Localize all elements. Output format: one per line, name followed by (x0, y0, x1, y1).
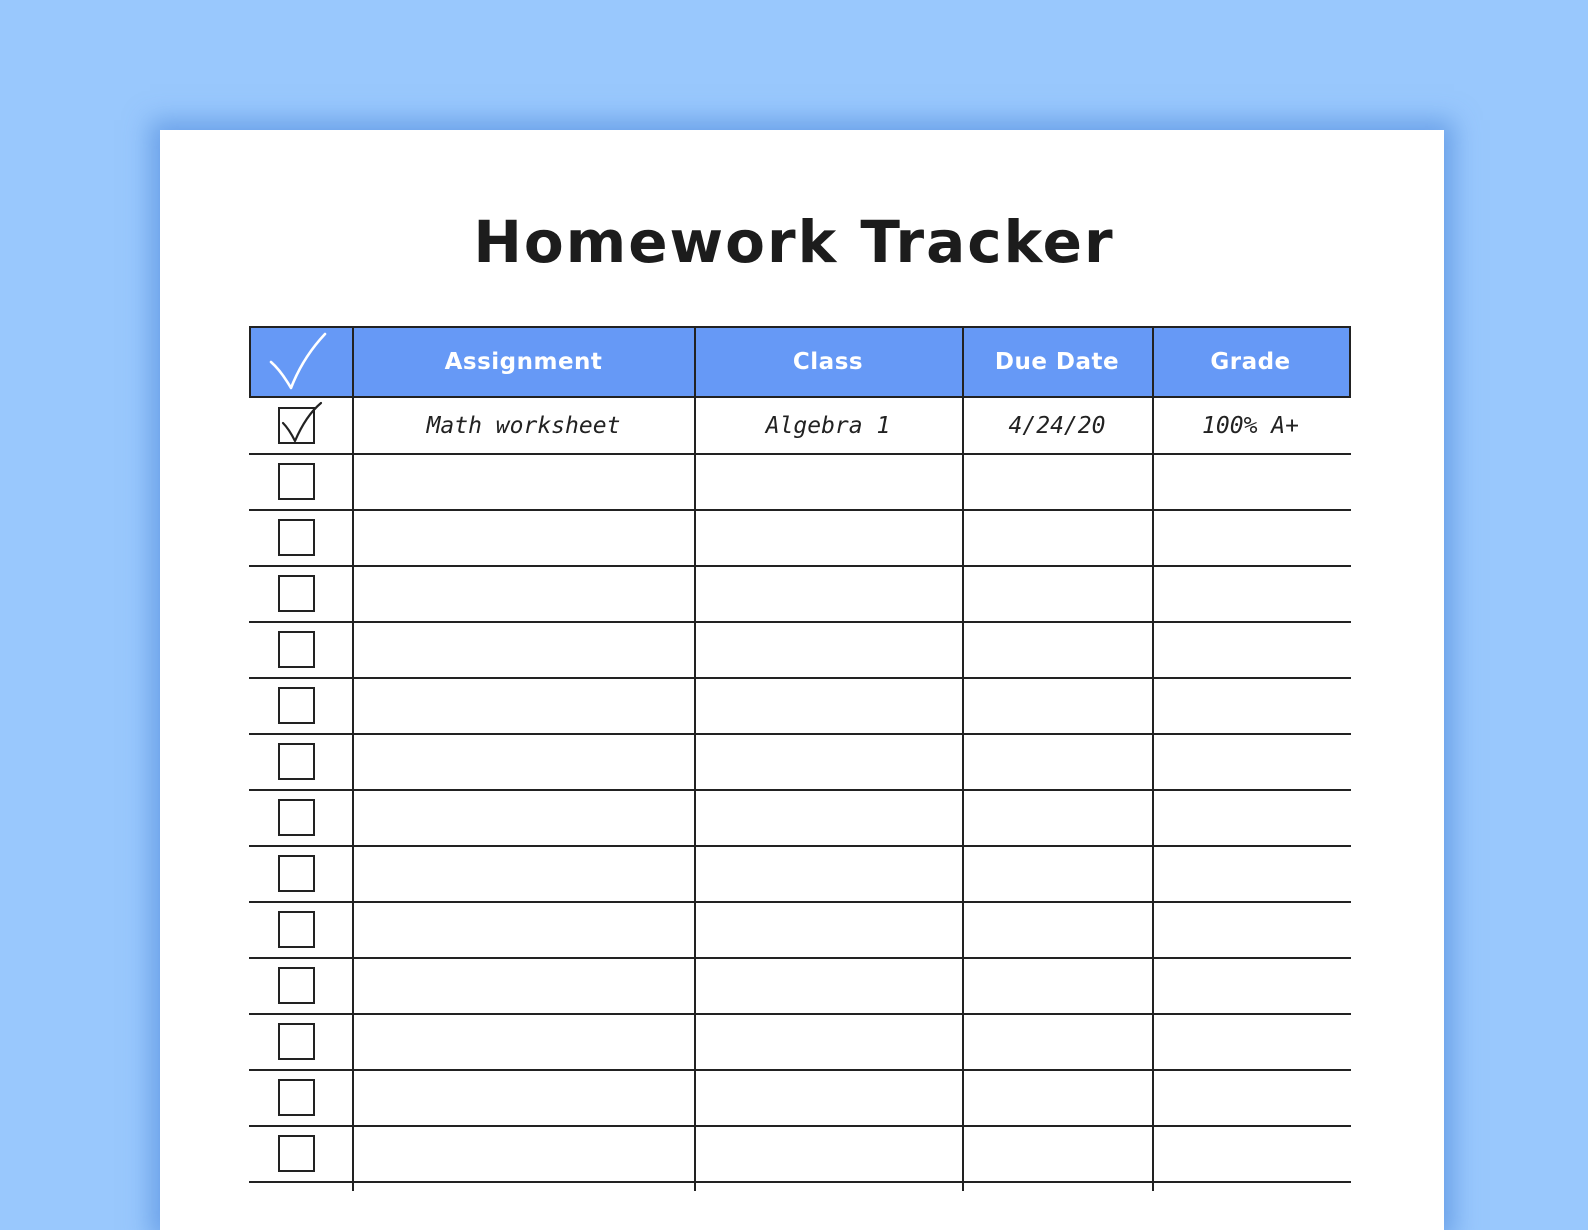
column-divider (352, 326, 354, 1191)
row-separator (249, 1013, 1351, 1015)
row-separator (249, 621, 1351, 623)
column-header-due-date: Due Date (994, 349, 1120, 375)
row-checkbox[interactable] (278, 743, 315, 780)
row-separator (249, 733, 1351, 735)
column-header-assignment: Assignment (444, 349, 603, 375)
row-checkbox[interactable] (278, 799, 315, 836)
row-separator (249, 1181, 1351, 1183)
row-separator (249, 509, 1351, 511)
row-separator (249, 1125, 1351, 1127)
checkmark-icon (268, 332, 328, 392)
row-checkbox[interactable] (278, 1023, 315, 1060)
row-checkbox[interactable] (278, 463, 315, 500)
assignment-cell[interactable]: Math worksheet (426, 413, 621, 439)
row-checkbox[interactable] (278, 519, 315, 556)
row-checkbox[interactable] (278, 911, 315, 948)
grade-cell[interactable]: 100% A+ (1202, 413, 1299, 439)
row-separator (249, 677, 1351, 679)
row-separator (249, 789, 1351, 791)
row-separator (249, 845, 1351, 847)
row-checkbox[interactable] (278, 575, 315, 612)
page-title: Homework Tracker (473, 208, 1115, 276)
row-checkbox[interactable] (278, 967, 315, 1004)
class-cell[interactable]: Algebra 1 (765, 413, 891, 439)
row-separator (249, 901, 1351, 903)
row-checkbox[interactable] (278, 687, 315, 724)
checkmark-icon (275, 401, 325, 446)
column-divider (962, 326, 964, 1191)
column-divider (1152, 326, 1154, 1191)
column-header-class: Class (792, 349, 864, 375)
column-header-grade: Grade (1210, 349, 1291, 375)
column-divider (694, 326, 696, 1191)
row-separator (249, 957, 1351, 959)
row-checkbox[interactable] (278, 631, 315, 668)
row-separator (249, 565, 1351, 567)
row-checkbox[interactable] (278, 855, 315, 892)
row-checkbox[interactable] (278, 1135, 315, 1172)
due-date-cell[interactable]: 4/24/20 (1008, 413, 1106, 439)
row-checkbox[interactable] (278, 1079, 315, 1116)
row-separator (249, 1069, 1351, 1071)
